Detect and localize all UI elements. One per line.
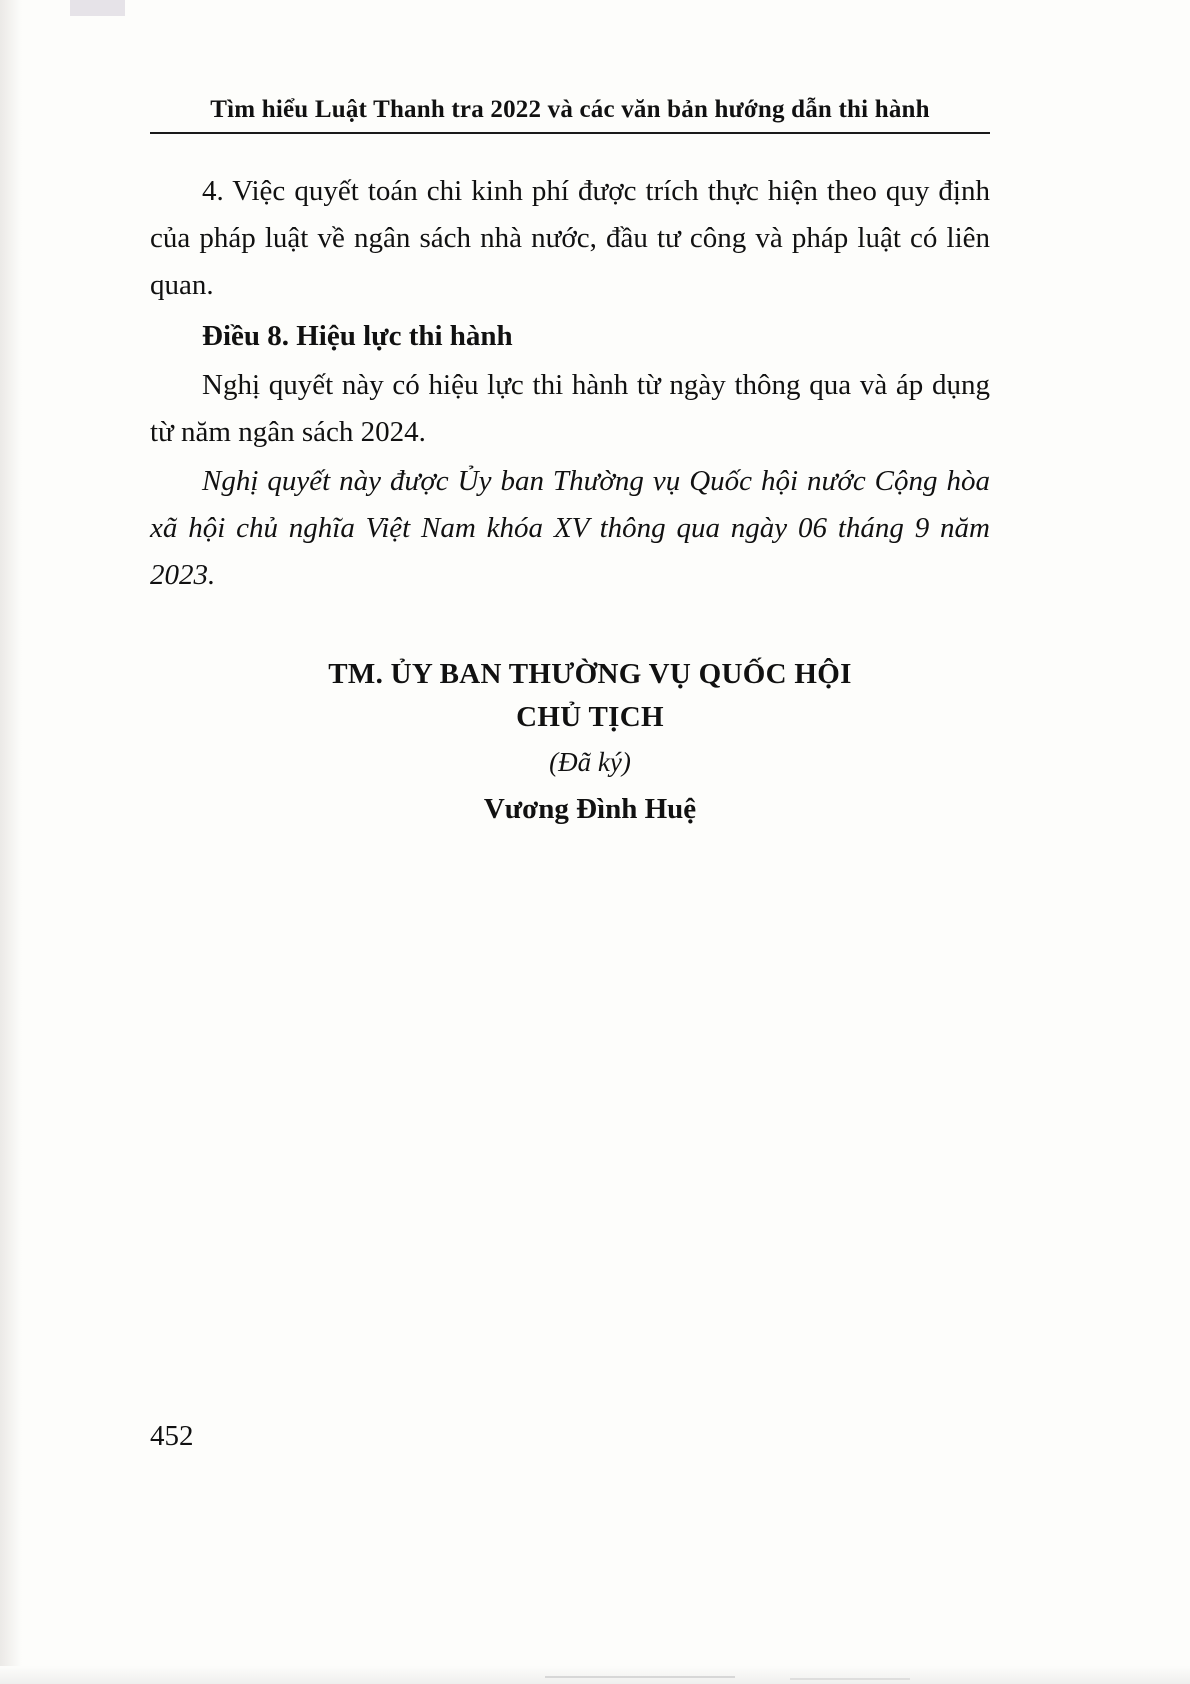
scan-edge-left <box>0 0 22 1684</box>
article-body-paragraph: Nghị quyết này có hiệu lực thi hành từ ngày thông qua và áp dụng từ năm ngân sách 2024. <box>150 368 990 448</box>
body-paragraph-clause-4: 4. Việc quyết toán chi kinh phí được trích thực hiện theo quy định của pháp luật về ngân sách nhà nước, đầu tư công và pháp luật có liên quan. <box>150 175 990 301</box>
signature-name: Vương Đình Huệ <box>483 792 697 825</box>
page-content <box>150 96 990 832</box>
signature-block <box>190 653 990 832</box>
article-heading: Điều 8. Hiệu lực thi hành <box>202 319 513 352</box>
signature-role: CHỦ TỊCH <box>516 701 664 734</box>
scan-artifact-bottom-1 <box>545 1676 735 1678</box>
scan-edge-bottom <box>0 1666 1190 1684</box>
page-number: 452 <box>150 1420 194 1452</box>
signature-signed-note: (Đã ký) <box>549 746 631 777</box>
adoption-note-paragraph: Nghị quyết này được Ủy ban Thường vụ Quốc hội nước Cộng hòa xã hội chủ nghĩa Việt Nam khóa XV thông qua ngày 06 tháng 9 năm 2023. <box>150 464 990 591</box>
scan-artifact-bottom-2 <box>790 1678 910 1680</box>
running-header: Tìm hiểu Luật Thanh tra 2022 và các văn bản hướng dẫn thi hành <box>210 96 930 123</box>
scan-artifact-top-left <box>70 0 125 16</box>
header-rule <box>150 132 990 134</box>
signature-organization: TM. ỦY BAN THƯỜNG VỤ QUỐC HỘI <box>328 657 852 690</box>
